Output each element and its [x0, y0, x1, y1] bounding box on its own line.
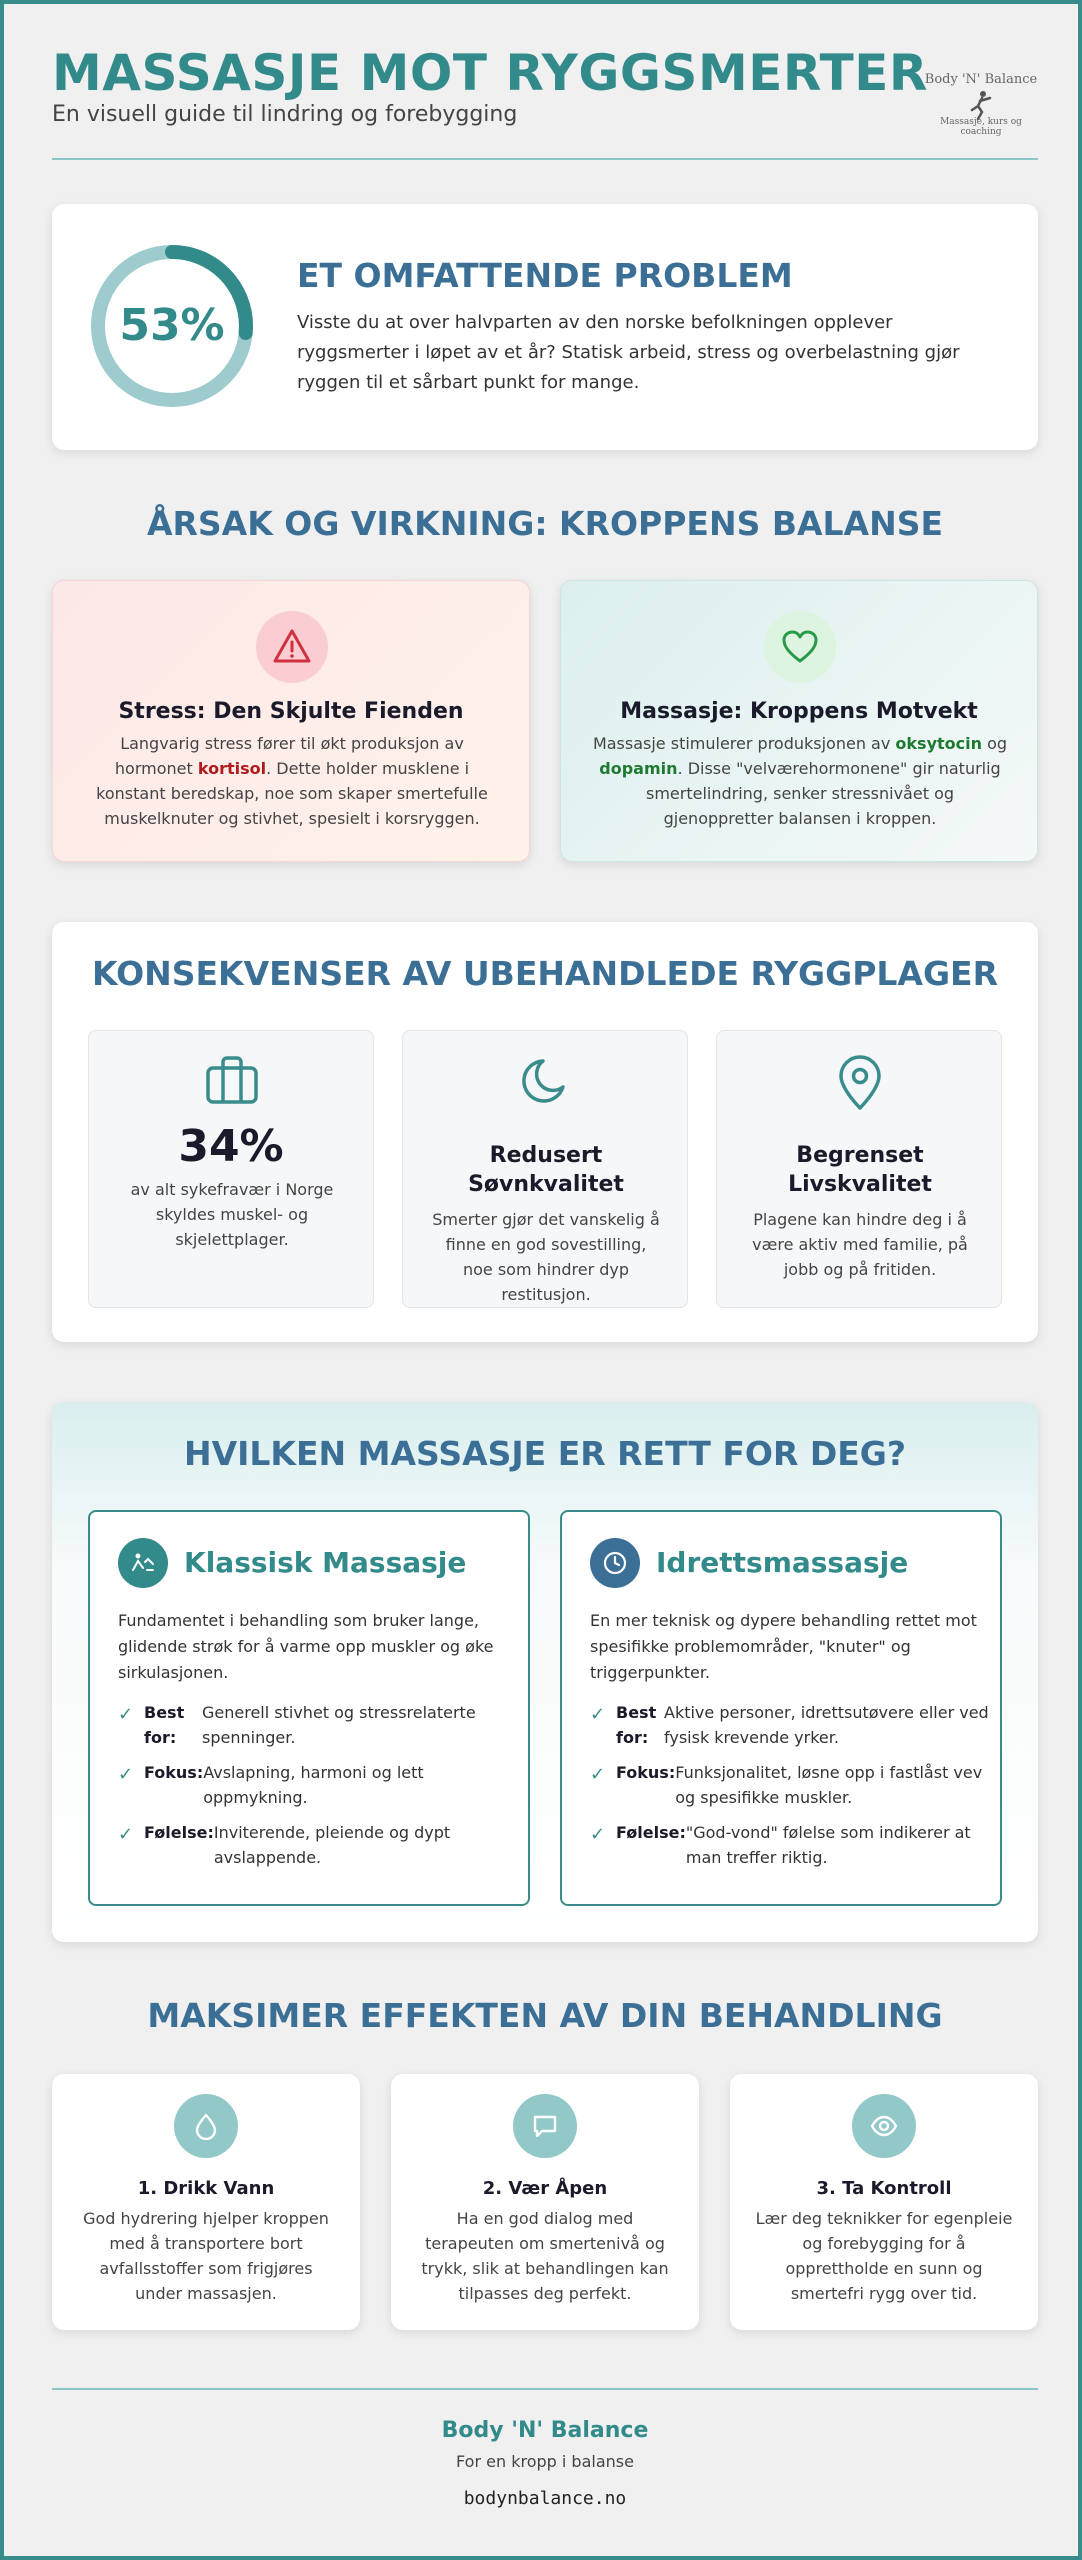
point-value: Aktive personer, idrettsutøvere eller ved fysisk krevende yrker.: [664, 1703, 989, 1747]
sports-massage-text: En mer teknisk og dypere behandling rettet mot spesifikke problemområder, "knuter" og triggerpunkter.: [590, 1611, 977, 1682]
tips-heading: MAKSIMER EFFEKTEN AV DIN BEHANDLING: [147, 1996, 943, 2035]
footer-website-link[interactable]: bodynbalance.no: [463, 2488, 627, 2509]
classic-massage-title: Klassisk Massasje: [184, 1546, 467, 1579]
check-icon: ✓: [590, 1824, 606, 1845]
sports-massage-title: Idrettsmassasje: [656, 1546, 909, 1579]
sick-leave-percent: 34%: [178, 1121, 284, 1172]
footer-brand: Body 'N' Balance: [441, 2418, 649, 2443]
header-divider: [52, 158, 1038, 160]
tip-card-water: [52, 2074, 360, 2330]
moon-icon: [519, 1055, 573, 1109]
classic-massage-card: [88, 1510, 530, 1906]
header: [52, 40, 1038, 160]
check-icon: ✓: [590, 1764, 606, 1785]
stress-icon-badge: [256, 611, 328, 683]
dopamine-highlight: dopamin: [599, 759, 678, 778]
stress-card: [52, 580, 530, 862]
sports-massage-points: [590, 1700, 990, 1880]
footer-tagline: For en kropp i balanse: [456, 2452, 634, 2471]
logo-brand: Body 'N' Balance: [924, 72, 1038, 87]
percent-value: 53%: [119, 300, 225, 351]
stress-text: [83, 731, 501, 831]
eye-icon: [870, 2112, 898, 2140]
massage-card: [560, 580, 1038, 862]
dancer-figure-icon: [968, 90, 994, 120]
tip-icon-badge: [513, 2094, 577, 2158]
cortisol-highlight: kortisol: [197, 759, 267, 778]
problem-heading: ET OMFATTENDE PROBLEM: [297, 256, 793, 295]
classic-massage-points: [118, 1700, 518, 1880]
sleep-text: Smerter gjør det vanskelig å finne en god sovestilling, noe som hindrer dyp restitusjon.: [432, 1210, 660, 1304]
clock-icon: [602, 1550, 628, 1576]
list-item: [590, 1820, 990, 1870]
tip-icon-badge: [174, 2094, 238, 2158]
point-value: "God-vond" følelse som indikerer at man treffer riktig.: [685, 1823, 971, 1867]
list-item: [118, 1760, 518, 1810]
consequence-item-sleep: [402, 1030, 688, 1308]
massage-text-part: og: [982, 734, 1008, 753]
quality-of-life-text: Plagene kan hindre deg i å være aktiv med familie, på jobb og på fritiden.: [752, 1210, 968, 1279]
map-pin-icon: [833, 1055, 887, 1111]
point-key: Fokus:: [144, 1763, 204, 1782]
tip-title: 1. Drikk Vann: [137, 2178, 275, 2199]
massage-text-part: . Disse "velværehormonene" gir naturlig smertelindring, senker stressnivået og gjenoppretter balansen i kroppen.: [645, 759, 1001, 828]
check-icon: ✓: [118, 1764, 134, 1785]
massage-heading: Massasje: Kroppens Motvekt: [620, 699, 978, 724]
check-icon: ✓: [118, 1704, 134, 1725]
tip-card-control: [730, 2074, 1038, 2330]
classic-massage-badge: [118, 1538, 168, 1588]
quality-of-life-heading: Begrenset Livskvalitet: [788, 1143, 932, 1197]
tip-text: Lær deg teknikker for egenpleie og forebygging for å opprettholde en sunn og smertefri rygg over tid.: [755, 2209, 1013, 2303]
tip-icon-badge: [852, 2094, 916, 2158]
sick-leave-text: av alt sykefravær i Norge skyldes muskel- og skjelettplager.: [130, 1180, 334, 1249]
problem-text: Visste du at over halvparten av den norske befolkningen opplever ryggsmerter i løpet av et år? Statisk arbeid, stress og overbelastning gjør ryggen til et sårbart punkt for mange.: [297, 312, 960, 393]
point-value: Generell stivhet og stressrelaterte spenninger.: [202, 1703, 476, 1747]
heart-icon: [780, 627, 820, 667]
stress-heading: Stress: Den Skjulte Fienden: [118, 699, 464, 724]
massage-text: [591, 731, 1009, 831]
point-key: Følelse:: [144, 1823, 214, 1842]
oxytocin-highlight: oksytocin: [895, 734, 983, 753]
point-key: Best for:: [144, 1703, 185, 1747]
logo: [924, 64, 1038, 137]
point-key: Følelse:: [616, 1823, 686, 1842]
check-icon: ✓: [590, 1704, 606, 1725]
point-value: Avslapning, harmoni og lett oppmykning.: [203, 1763, 424, 1807]
tip-title: 2. Vær Åpen: [482, 2178, 608, 2199]
massage-types-heading: HVILKEN MASSASJE ER RETT FOR DEG?: [183, 1434, 907, 1473]
list-item: [590, 1700, 990, 1750]
point-key: Fokus:: [616, 1763, 676, 1782]
stress-text-part: Langvarig stress fører til økt produksjon av hormonet: [114, 734, 464, 778]
warning-icon: [272, 627, 312, 667]
consequences-card: [52, 922, 1038, 1342]
tip-text: Ha en god dialog med terapeuten om smertenivå og trykk, slik at behandlingen kan tilpasses deg perfekt.: [421, 2209, 669, 2303]
point-key: Best for:: [616, 1703, 657, 1747]
consequences-heading: KONSEKVENSER AV UBEHANDLEDE RYGGPLAGER: [91, 954, 998, 993]
water-drop-icon: [192, 2112, 220, 2140]
massage-text-part: Massasje stimulerer produksjonen av: [592, 734, 896, 753]
cause-effect-heading: ÅRSAK OG VIRKNING: KROPPENS BALANSE: [146, 504, 944, 543]
page-title: MASSASJE MOT RYGGSMERTER: [52, 44, 928, 102]
classic-massage-text: Fundamentet i behandling som bruker lange, glidende strøk for å varme opp muskler og øke sirkulasjonen.: [118, 1611, 494, 1682]
massage-hands-icon: [130, 1550, 156, 1576]
massage-types-section: [52, 1402, 1038, 1942]
list-item: [590, 1760, 990, 1810]
check-icon: ✓: [118, 1824, 134, 1845]
sports-massage-badge: [590, 1538, 640, 1588]
tip-title: 3. Ta Kontroll: [816, 2178, 952, 2199]
stress-text-part: . Dette holder musklene i konstant beredskap, noe som skaper smertefulle muskelknuter og stivhet, spesielt i korsryggen.: [96, 759, 488, 828]
sleep-heading: Redusert Søvnkvalitet: [468, 1143, 624, 1197]
list-item: [118, 1820, 518, 1870]
sports-massage-card: [560, 1510, 1002, 1906]
consequence-item-sick-leave: [88, 1030, 374, 1308]
massage-icon-badge: [764, 611, 836, 683]
list-item: [118, 1700, 518, 1750]
briefcase-icon: [205, 1055, 259, 1105]
logo-tagline: Massasje, kurs og coaching: [940, 117, 1022, 137]
point-value: Inviterende, pleiende og dypt avslappende.: [213, 1823, 451, 1867]
problem-card: [52, 204, 1038, 450]
point-value: Funksjonalitet, løsne opp i fastlåst vev og spesifikke muskler.: [675, 1763, 983, 1807]
consequence-item-quality-of-life: [716, 1030, 1002, 1308]
tip-text: God hydrering hjelper kroppen med å transportere bort avfallsstoffer som frigjøres under massasjen.: [83, 2209, 329, 2303]
chat-icon: [531, 2112, 559, 2140]
tip-card-open: [391, 2074, 699, 2330]
footer-divider: [52, 2388, 1038, 2390]
page-subtitle: En visuell guide til lindring og forebygging: [52, 102, 518, 127]
